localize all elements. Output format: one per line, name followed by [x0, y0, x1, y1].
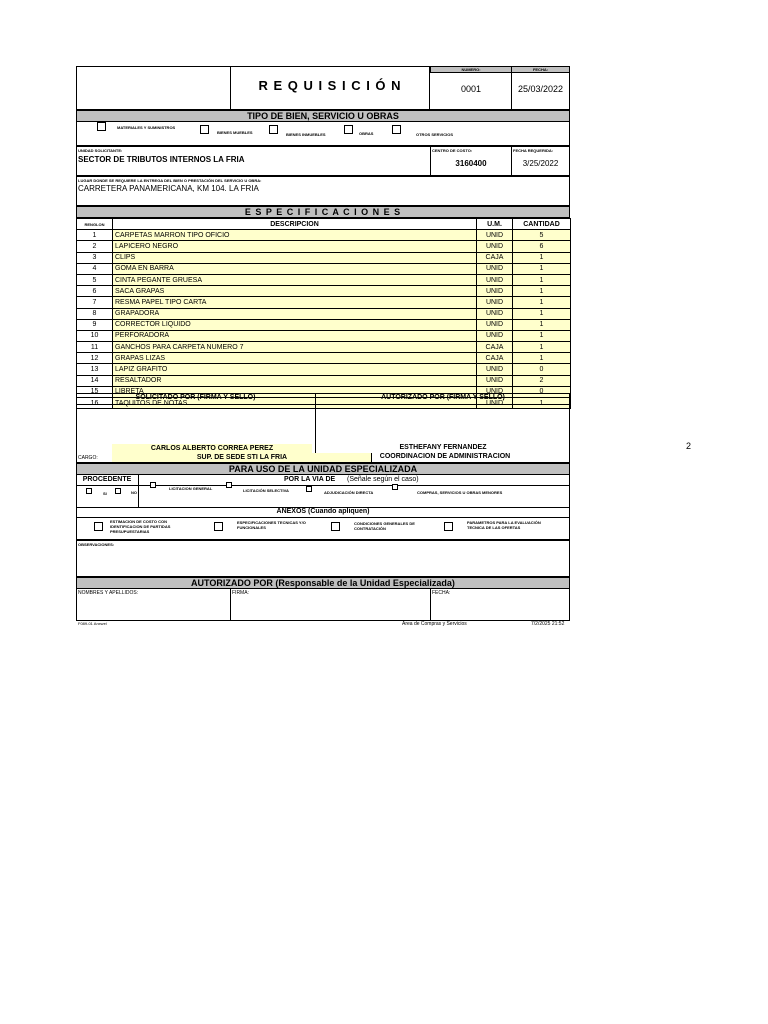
cantidad-cell: 0: [513, 386, 571, 397]
cantidad-cell: 1: [513, 398, 571, 409]
checkbox-materiales[interactable]: [97, 122, 106, 131]
no-label: NO: [131, 490, 137, 495]
footer-code: F089-01 Anxwel: [78, 621, 107, 626]
footer-area: Area de Compras y Servicios: [402, 621, 467, 627]
descripcion-cell: GANCHOS PARA CARPETA NUMERO 7: [113, 342, 477, 353]
table-row: [77, 342, 571, 353]
option-materiales: MATERIALES Y SUMINISTROS: [117, 125, 176, 130]
um-cell: UNID: [477, 319, 513, 330]
cantidad-cell: 1: [513, 252, 571, 263]
um-cell: UNID: [477, 330, 513, 341]
autorizador-cargo: COORDINACION DE ADMINISTRACION: [379, 453, 511, 460]
checkbox-anexo-condiciones[interactable]: [331, 522, 340, 531]
cargo-label: CARGO:: [78, 455, 98, 461]
anexo-costo: ESTIMACION DE COSTO CON IDENTIFICACION DE PARTIDAS PRESUPUESTARIAS: [110, 519, 171, 534]
descripcion-cell: GRAPADORA: [113, 308, 477, 319]
checkbox-adjudicacion-directa[interactable]: [306, 486, 312, 492]
numero-label: NUMERO:: [430, 66, 512, 73]
si-label: SI: [103, 491, 107, 496]
renglon-cell: 10: [77, 330, 113, 341]
via-licitacion-general: LICITACION GENERAL: [169, 486, 213, 491]
um-cell: UNID: [477, 230, 513, 241]
cantidad-cell: 1: [513, 263, 571, 274]
page-title: R E Q U I S I C I Ó N: [258, 78, 402, 93]
table-row: [77, 319, 571, 330]
um-cell: CAJA: [477, 252, 513, 263]
via-licitacion-selectiva: LICITACIÓN SELECTIVA: [243, 488, 289, 493]
table-row: [77, 241, 571, 252]
um-cell: CAJA: [477, 353, 513, 364]
unidad-especializada-heading: PARA USO DE LA UNIDAD ESPECIALIZADA: [76, 463, 570, 475]
page-number: 2: [686, 441, 692, 451]
cantidad-cell: 2: [513, 375, 571, 386]
solicitado-label: SOLICITADO POR (FIRMA Y SELLO): [135, 394, 256, 401]
fecha-label: FECHA:: [511, 66, 570, 73]
um-cell: UNID: [477, 274, 513, 285]
col-cantidad: CANTIDAD: [513, 219, 571, 230]
descripcion-cell: CLIPS: [113, 252, 477, 263]
col-renglon: RENGLON: [77, 219, 113, 230]
descripcion-cell: GOMA EN BARRA: [113, 263, 477, 274]
cantidad-cell: 1: [513, 286, 571, 297]
option-otros-servicios: OTROS SERVICIOS: [416, 132, 454, 137]
renglon-cell: 11: [77, 342, 113, 353]
autorizado-label: AUTORIZADO POR (FIRMA Y SELLO): [381, 394, 505, 401]
um-cell: UNID: [477, 386, 513, 397]
observaciones-box[interactable]: [76, 540, 570, 577]
cantidad-cell: 1: [513, 319, 571, 330]
autorizador-nombre: ESTHEFANY FERNANDEZ: [399, 444, 487, 451]
checkbox-compras-menores[interactable]: [392, 484, 398, 490]
checkbox-bienes-muebles[interactable]: [200, 125, 209, 134]
fecha-requerida-value: 3/25/2022: [522, 159, 559, 168]
observaciones-label: OBSERVACIONES:: [78, 542, 115, 547]
descripcion-cell: CORRECTOR LIQUIDO: [113, 319, 477, 330]
um-cell: UNID: [477, 263, 513, 274]
renglon-cell: 7: [77, 297, 113, 308]
table-row: [77, 308, 571, 319]
um-cell: UNID: [477, 308, 513, 319]
um-cell: UNID: [477, 297, 513, 308]
um-cell: UNID: [477, 364, 513, 375]
checkbox-licitacion-general[interactable]: [150, 482, 156, 488]
renglon-cell: 5: [77, 274, 113, 285]
cantidad-cell: 6: [513, 241, 571, 252]
checkbox-licitacion-selectiva[interactable]: [226, 482, 232, 488]
via-compras-menores: COMPRAS, SERVICIOS U OBRAS MENORES: [417, 490, 503, 495]
table-row: [77, 353, 571, 364]
checkbox-anexo-costo[interactable]: [94, 522, 103, 531]
anexos-heading: ANEXOS (Cuando apliquen): [276, 508, 370, 515]
table-row: [77, 252, 571, 263]
cantidad-cell: 1: [513, 342, 571, 353]
fecha-requerida-label: FECHA REQUERIDA:: [513, 148, 554, 153]
descripcion-cell: PERFORADORA: [113, 330, 477, 341]
lugar-label: LUGAR DONDE SE REQUIERE LA ENTREGA DEL BIEN O PRESTACIÓN DEL SERVICIO U OBRA:: [78, 178, 262, 183]
um-cell: UNID: [477, 398, 513, 409]
renglon-cell: 4: [77, 263, 113, 274]
cantidad-cell: 1: [513, 297, 571, 308]
option-obras: OBRAS: [359, 131, 374, 136]
table-row: [77, 375, 571, 386]
renglon-cell: 9: [77, 319, 113, 330]
table-row: [77, 286, 571, 297]
fecha-final-label: FECHA:: [432, 590, 451, 596]
checkbox-procedente-no[interactable]: [115, 488, 121, 494]
cantidad-cell: 5: [513, 230, 571, 241]
renglon-cell: 1: [77, 230, 113, 241]
descripcion-cell: LAPICERO NEGRO: [113, 241, 477, 252]
checkbox-bienes-inmuebles[interactable]: [269, 125, 278, 134]
descripcion-cell: RESALTADOR: [113, 375, 477, 386]
anexo-condiciones: CONDICIONES GENERALES DE CONTRATACIÓN: [354, 521, 415, 531]
footer-timestamp: 7/2/2025 21:52: [531, 621, 565, 627]
um-cell: UNID: [477, 286, 513, 297]
table-row: [77, 297, 571, 308]
descripcion-cell: RESMA PAPEL TIPO CARTA: [113, 297, 477, 308]
firma-label: FIRMA:: [232, 590, 249, 596]
renglon-cell: 12: [77, 353, 113, 364]
checkbox-obras[interactable]: [344, 125, 353, 134]
col-descripcion: DESCRIPCION: [113, 219, 477, 230]
centro-costo-label: CENTRO DE COSTO:: [432, 148, 473, 153]
table-row: [77, 274, 571, 285]
renglon-cell: 3: [77, 252, 113, 263]
descripcion-cell: LAPIZ GRAFITO: [113, 364, 477, 375]
um-cell: UNID: [477, 241, 513, 252]
col-um: U.M.: [477, 219, 513, 230]
checkbox-procedente-si[interactable]: [86, 488, 92, 494]
anexo-parametros: PARAMETROS PARA LA EVALUACIÓN TECNICA DE LAS OFERTAS: [467, 520, 541, 530]
renglon-cell: 13: [77, 364, 113, 375]
descripcion-cell: GRAPAS LIZAS: [113, 353, 477, 364]
table-row: [77, 230, 571, 241]
cantidad-cell: 1: [513, 353, 571, 364]
unidad-label: UNIDAD SOLICITANTE:: [78, 148, 123, 153]
fecha-value: 25/03/2022: [517, 84, 564, 94]
descripcion-cell: LIBRETA: [113, 386, 477, 397]
checkbox-anexo-especificaciones[interactable]: [214, 522, 223, 531]
cantidad-cell: 0: [513, 364, 571, 375]
centro-costo-value: 3160400: [455, 159, 487, 168]
cantidad-cell: 1: [513, 330, 571, 341]
renglon-cell: 15: [77, 386, 113, 397]
checkbox-otros-servicios[interactable]: [392, 125, 401, 134]
solicitante-nombre: CARLOS ALBERTO CORREA PEREZ: [112, 444, 312, 453]
unidad-value: SECTOR DE TRIBUTOS INTERNOS LA FRIA: [78, 155, 245, 164]
descripcion-cell: CINTA PEGANTE GRUESA: [113, 274, 477, 285]
cantidad-cell: 1: [513, 274, 571, 285]
via-hint: (Señale según el caso): [347, 476, 419, 483]
renglon-cell: 6: [77, 286, 113, 297]
descripcion-cell: SACA GRAPAS: [113, 286, 477, 297]
table-row: [77, 364, 571, 375]
specs-heading: E S P E C I F I C A C I O N E S: [76, 206, 570, 218]
autorizado-final-heading: AUTORIZADO POR (Responsable de la Unidad Especializada): [76, 577, 570, 589]
tipo-heading: TIPO DE BIEN, SERVICIO U OBRAS: [76, 110, 570, 122]
renglon-cell: 8: [77, 308, 113, 319]
anexo-especificaciones: ESPECIFICACIONES TECNICAS Y/O FUNCIONALES: [237, 520, 306, 530]
via-label: POR LA VIA DE: [284, 476, 336, 483]
option-bienes-inmuebles: BIENES INMUEBLES: [286, 132, 326, 137]
renglon-cell: 2: [77, 241, 113, 252]
renglon-cell: 14: [77, 375, 113, 386]
nombres-label: NOMBRES Y APELLIDOS:: [78, 590, 139, 596]
numero-value: 0001: [460, 84, 482, 94]
specs-table: [76, 218, 571, 409]
table-row: [77, 330, 571, 341]
procedente-label: PROCEDENTE: [82, 476, 132, 483]
checkbox-anexo-parametros[interactable]: [444, 522, 453, 531]
renglon-cell: 16: [77, 398, 113, 409]
lugar-value: CARRETERA PANAMERICANA, KM 104. LA FRIA: [78, 184, 259, 193]
descripcion-cell: TAQUITOS DE NOTAS: [113, 398, 477, 409]
cantidad-cell: 1: [513, 308, 571, 319]
um-cell: CAJA: [477, 342, 513, 353]
option-bienes-muebles: BIENES MUEBLES: [217, 130, 253, 135]
descripcion-cell: CARPETAS MARRON TIPO OFICIO: [113, 230, 477, 241]
table-row: [77, 263, 571, 274]
solicitante-cargo: SUP. DE SEDE STI LA FRIA: [112, 453, 372, 462]
via-adjudicacion-directa: ADJUDICACIÓN DIRECTA: [324, 490, 374, 495]
um-cell: UNID: [477, 375, 513, 386]
